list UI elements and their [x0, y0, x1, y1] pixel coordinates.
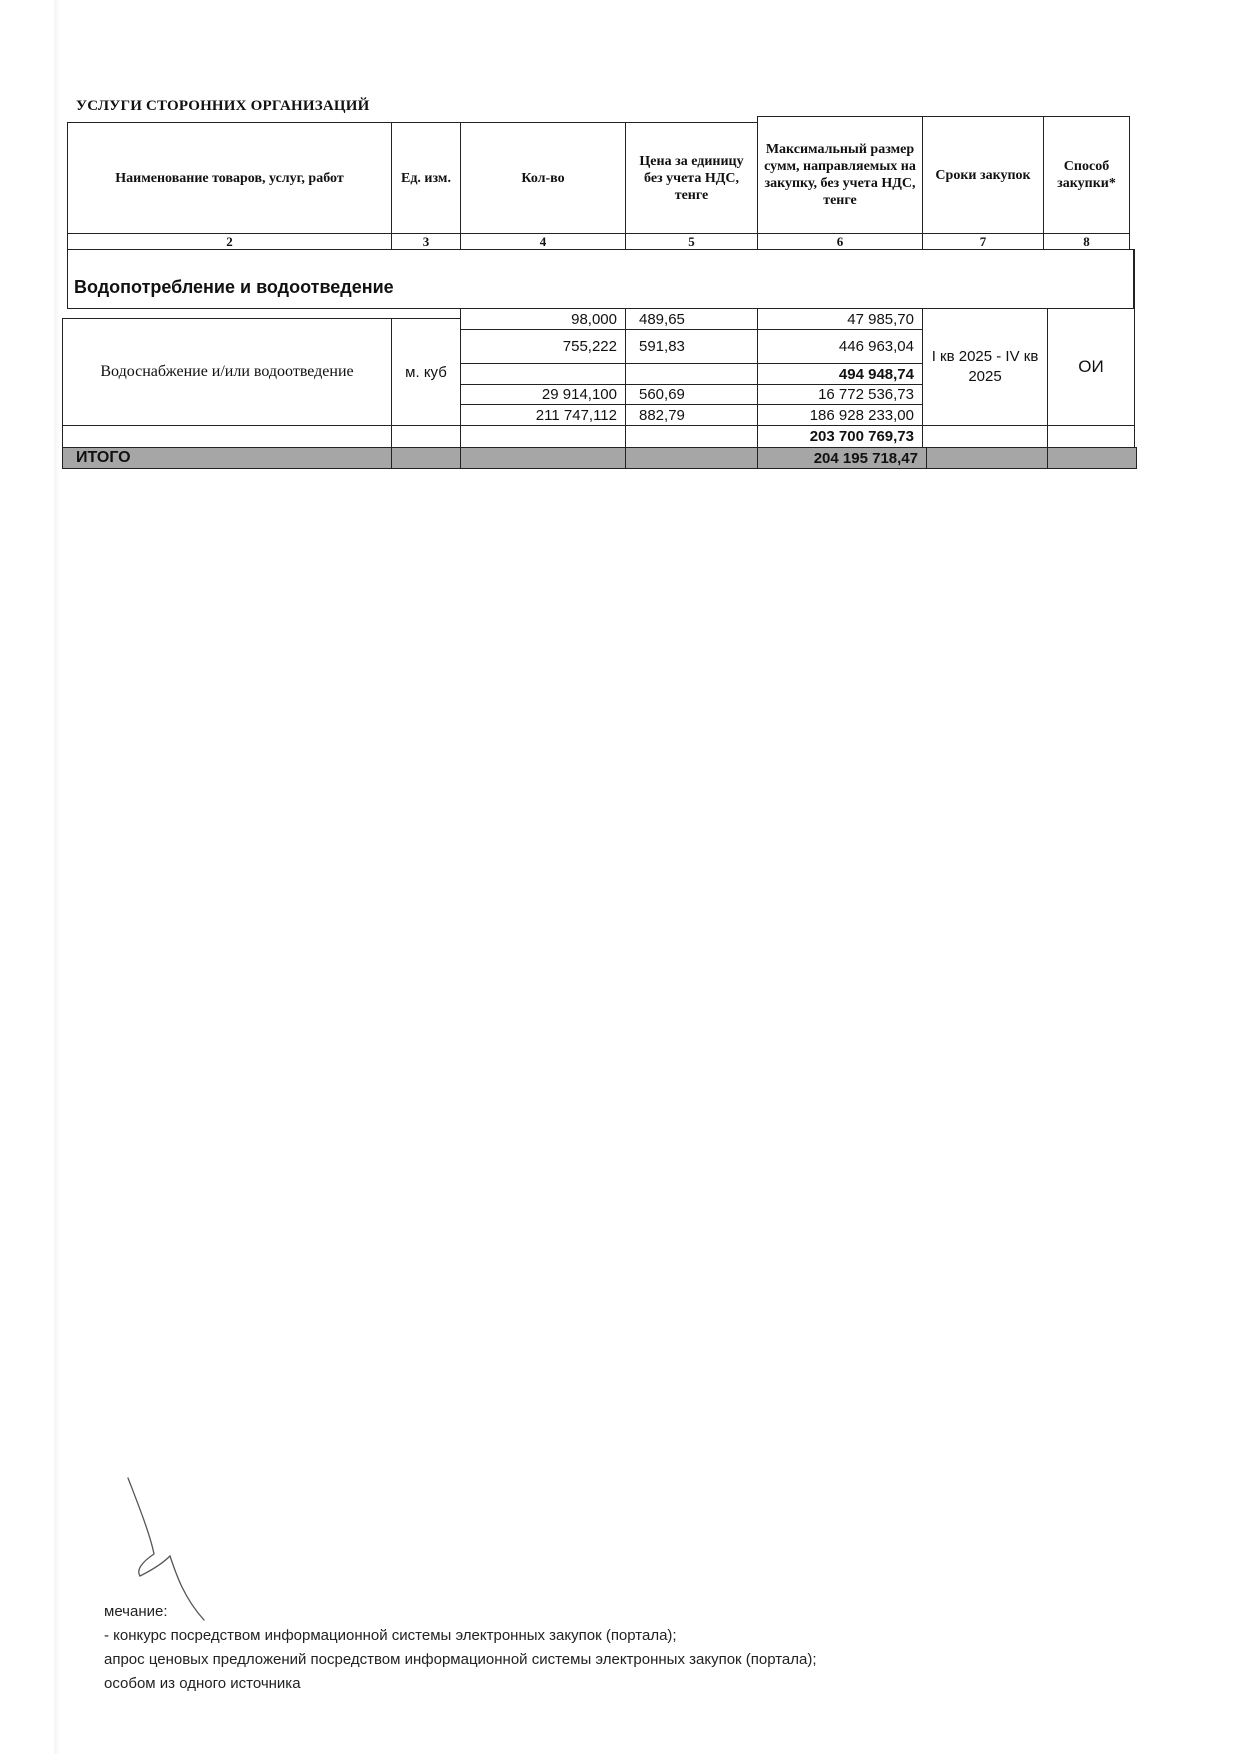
header-max-sum: Максимальный размер сумм, направляемых на закупку, без учета НДС, тенге: [757, 116, 923, 234]
row-qty: 29 914,100: [460, 384, 626, 405]
group-title: Водопотребление и водоотведение: [67, 249, 1135, 309]
row-sum: 186 928 233,00: [757, 404, 923, 426]
row-sum: 47 985,70: [757, 308, 923, 330]
row-price: 591,83: [625, 329, 758, 364]
row-subtotal: 494 948,74: [757, 363, 923, 385]
note-line: - конкурс посредством информационной системы электронных закупок (портала);: [104, 1627, 677, 1644]
column-number: 3: [391, 233, 461, 250]
row-qty: [460, 363, 626, 385]
column-number: 4: [460, 233, 626, 250]
item-terms: I кв 2025 - IV кв 2025: [922, 308, 1048, 426]
empty-cell: [391, 425, 461, 448]
row-sum: 16 772 536,73: [757, 384, 923, 405]
header-name: Наименование товаров, услуг, работ: [67, 122, 392, 234]
total-empty-cell: [625, 447, 758, 469]
row-subtotal: 203 700 769,73: [757, 425, 923, 448]
header-price: Цена за единицу без учета НДС, тенге: [625, 122, 758, 234]
page-edge-shadow: [54, 0, 60, 1754]
note-line: особом из одного источника: [104, 1675, 301, 1692]
header-terms: Сроки закупок: [922, 116, 1044, 234]
item-method: ОИ: [1047, 308, 1135, 426]
item-unit: м. куб: [391, 318, 461, 426]
column-number: 8: [1043, 233, 1130, 250]
note-title: мечание:: [104, 1603, 168, 1620]
empty-cell: [1047, 425, 1135, 448]
empty-cell: [62, 425, 392, 448]
total-empty-cell: [926, 447, 1048, 469]
signature-mark: [118, 1474, 208, 1624]
total-empty-cell: [1047, 447, 1137, 469]
row-price: [625, 425, 758, 448]
column-number: 7: [922, 233, 1044, 250]
total-label: ИТОГО: [62, 447, 392, 469]
empty-cell: [922, 425, 1048, 448]
total-empty-cell: [391, 447, 461, 469]
row-sum: 446 963,04: [757, 329, 923, 364]
row-price: [625, 363, 758, 385]
row-qty: 98,000: [460, 308, 626, 330]
row-price: 882,79: [625, 404, 758, 426]
item-name: Водоснабжение и/или водоотведение: [62, 318, 392, 426]
column-number: 6: [757, 233, 923, 250]
row-qty: 211 747,112: [460, 404, 626, 426]
row-price: 489,65: [625, 308, 758, 330]
column-number: 2: [67, 233, 392, 250]
total-sum: 204 195 718,47: [757, 447, 927, 469]
total-empty-cell: [460, 447, 626, 469]
header-qty: Кол-во: [460, 122, 626, 234]
row-qty: [460, 425, 626, 448]
section-title: УСЛУГИ СТОРОННИХ ОРГАНИЗАЦИЙ: [76, 98, 370, 114]
header-method: Способ закупки*: [1043, 116, 1130, 234]
header-unit: Ед. изм.: [391, 122, 461, 234]
column-number: 5: [625, 233, 758, 250]
note-line: апрос ценовых предложений посредством информационной системы электронных закупок (портала);: [104, 1651, 817, 1668]
row-qty: 755,222: [460, 329, 626, 364]
row-price: 560,69: [625, 384, 758, 405]
